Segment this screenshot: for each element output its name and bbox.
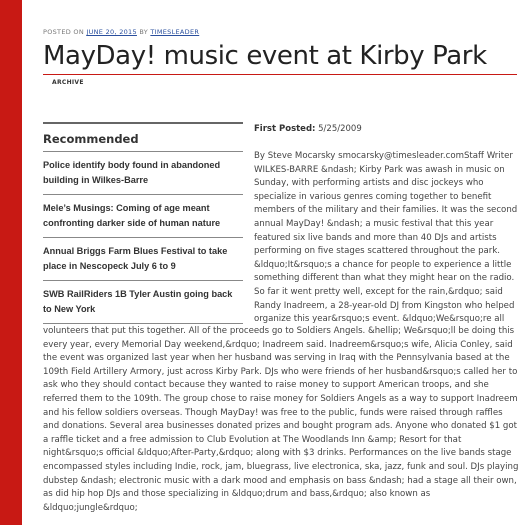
post-date-link[interactable]: JUNE 20, 2015 — [86, 28, 137, 36]
first-posted-label: First Posted: — [254, 124, 316, 134]
article-title: MayDay! music event at Kirby Park — [43, 41, 487, 71]
author-link[interactable]: TIMESLEADER — [150, 28, 200, 36]
post-meta — [43, 28, 199, 36]
recommended-top-rule — [43, 122, 243, 124]
first-posted — [254, 124, 362, 134]
recommended-link[interactable]: Police identify body found in abandoned building in Wilkes-Barre — [43, 152, 243, 195]
title-divider — [43, 74, 517, 75]
posted-on-label: POSTED ON — [43, 28, 84, 36]
recommended-link[interactable]: SWB RailRiders 1B Tyler Austin going back to New York — [43, 281, 243, 324]
recommended-heading: Recommended — [43, 132, 139, 146]
recommended-link[interactable]: Mele’s Musings: Coming of age meant confronting darker side of human nature — [43, 195, 243, 238]
article-body-wide: volunteers that put this together. All of the proceeds go to Soldiers Angels. &hellip; We&rsquo;ll be doing this every year, every Memorial Day weekend,&rdquo; Inadreem said. Inadreem&rsquo;s wife, Alicia Conley, said the event was organized last year when her husband was serving in Iraq with the Pennsylvania based at the 109th Field Artillery Armory, just across Kirby Park. DJs who were friends of her husband&rsquo;s called her to ask who they should contact because they wanted to raise money to support American troops, and she referred them to the 109th. The group chose to raise money for Soldiers Angels as a way to support Inadreem and his fellow soldiers overseas. Though MayDay! was free to the public, funds were raised through raffles and donations. Several area businesses donated prizes and bought program ads. Anyone who donated $1 got a raffle ticket and a free admission to Club Evolution at The Woodlands Inn &amp; Resort for that night&rsquo;s official &ldquo;After-Party,&rdquo; along with $3 drinks. Performances on the live bands stage encompassed styles including Indie, rock, jam, bluegrass, live electronica, ska, jazz, funk and soul. DJs playing dubstep &ndash; electronic music with a dark mood and emphasis on bass &ndash; had a stage all their own, as did hip hop DJs and those specializing in &ldquo;drum and bass,&rdquo; also known as &ldquo;jungle&rdquo; — [43, 326, 519, 513]
left-accent-bar — [0, 0, 22, 525]
by-label: BY — [139, 28, 148, 36]
article-body-column: By Steve Mocarsky smocarsky@timesleader.comStaff Writer WILKES-BARRE &ndash; Kirby Park was awash in music on Sunday, with performing artists and disc jockeys who specialize in various genres coming together to benefit members of the military and their families. It was the second annual MayDay! &ndash; a music festival that this year featured six live bands and more than 40 DJs and artists performing on five stages scattered throughout the park. &ldquo;It&rsquo;s a chance for people to experience a little something different than what they might hear on the radio. So far it went pretty well, except for the rain,&rdquo; said Randy Inadreem, a 28-year-old DJ from Kingston who helped organize this year&rsquo;s event. &ldquo;We&rsquo;re all — [254, 151, 518, 325]
recommended-widget — [43, 122, 243, 324]
recommended-link[interactable]: Annual Briggs Farm Blues Festival to take place in Nescopeck July 6 to 9 — [43, 238, 243, 281]
category-tag[interactable]: ARCHIVE — [52, 79, 84, 86]
first-posted-date: 5/25/2009 — [318, 124, 362, 134]
